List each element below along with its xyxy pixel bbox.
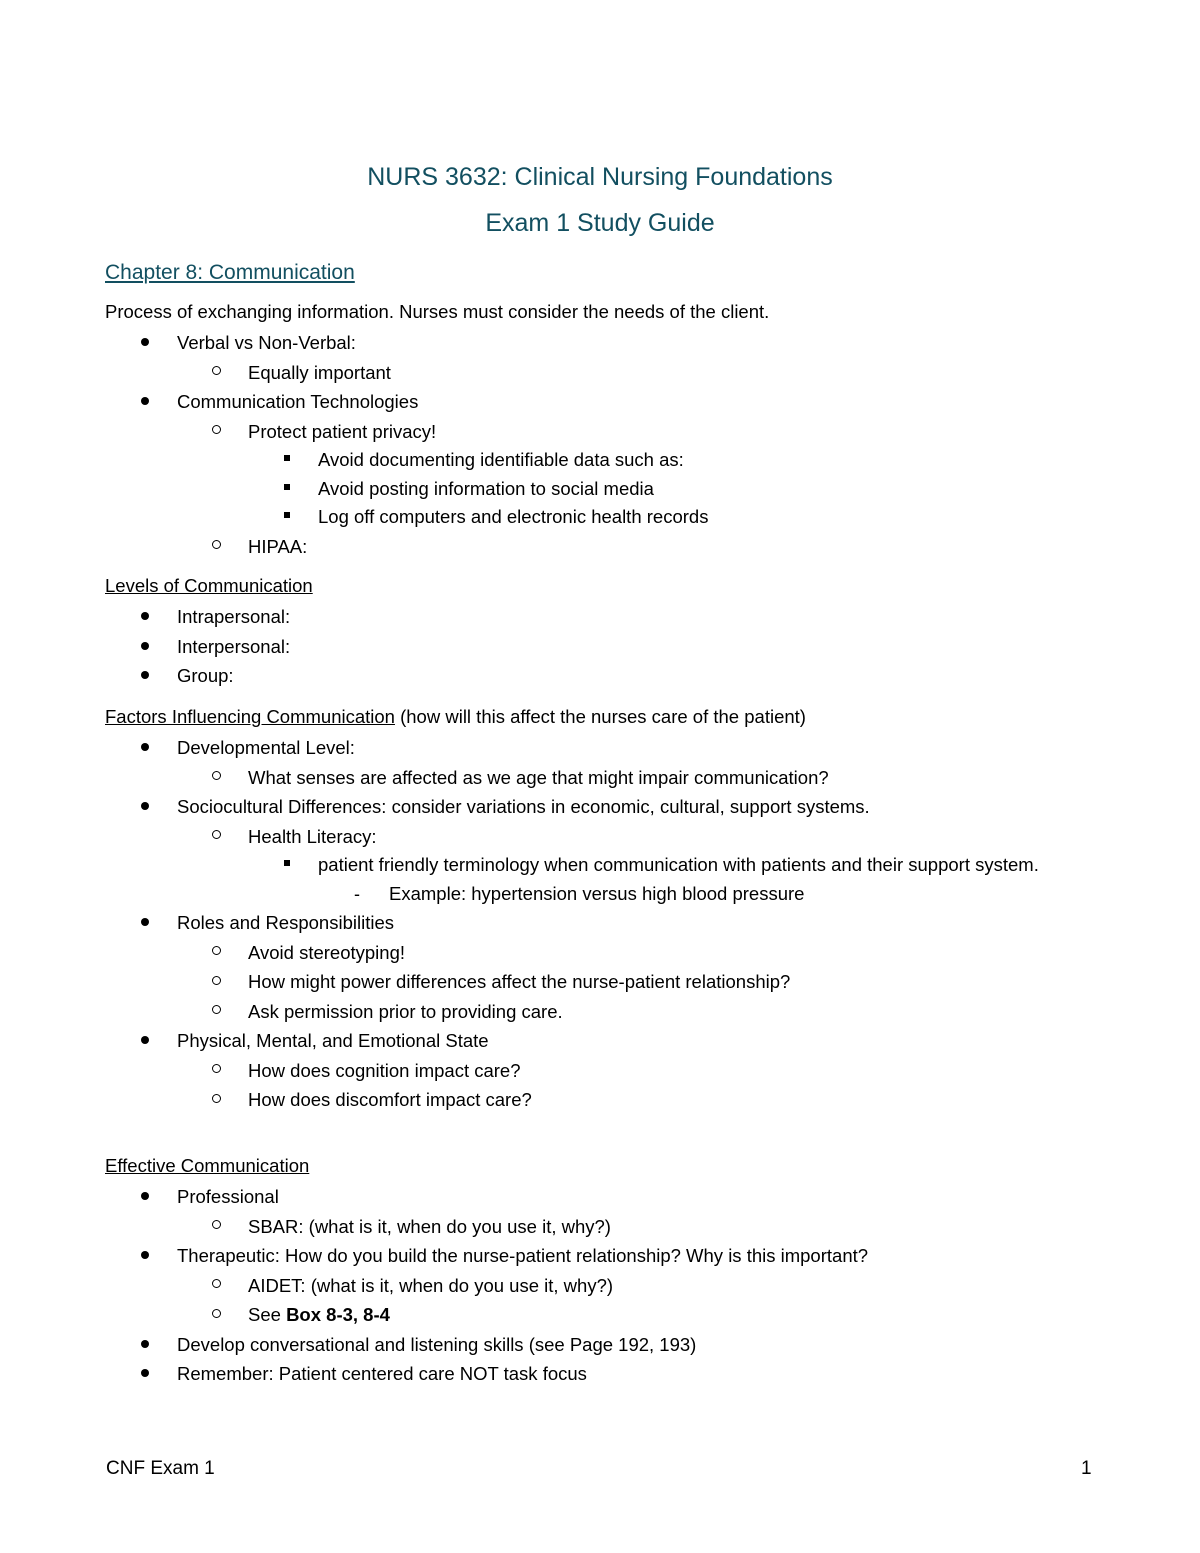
bullet-icon	[141, 1251, 149, 1259]
list-item-text: Verbal vs Non-Verbal:	[177, 332, 356, 353]
list-item-text: How does discomfort impact care?	[248, 1089, 532, 1110]
list-item-text: Intrapersonal:	[177, 606, 291, 627]
circle-bullet-icon	[212, 1279, 221, 1288]
circle-bullet-icon	[212, 1064, 221, 1073]
list-item	[0, 1212, 1200, 1242]
list-item-text: Log off computers and electronic health records	[318, 506, 709, 527]
list-item	[0, 851, 1200, 880]
circle-bullet-icon	[212, 771, 221, 780]
list-item	[0, 1300, 1200, 1330]
list-item	[0, 1330, 1200, 1360]
bullet-icon	[141, 671, 149, 679]
list-item	[0, 822, 1200, 852]
list-item-text: SBAR: (what is it, when do you use it, why?)	[248, 1215, 611, 1237]
list-item	[0, 908, 1200, 938]
list-item-text: Develop conversational and listening skills (see Page 192, 193)	[177, 1333, 697, 1355]
bullet-icon	[141, 1340, 149, 1348]
list-item	[0, 997, 1200, 1027]
section-heading-text: Factors Influencing Communication	[105, 706, 395, 727]
document-subtitle: Exam 1 Study Guide	[485, 209, 715, 237]
list-item	[0, 1182, 1200, 1212]
box-reference: Box 8-3, 8-4	[286, 1304, 390, 1325]
bullet-icon	[141, 918, 149, 926]
list-item-text: Interpersonal:	[177, 635, 291, 657]
footer-label: CNF Exam 1	[106, 1458, 215, 1479]
list-item	[0, 632, 1200, 662]
list-item	[0, 532, 1200, 562]
circle-bullet-icon	[212, 1094, 221, 1103]
circle-bullet-icon	[212, 1309, 221, 1318]
list-item	[0, 938, 1200, 968]
square-bullet-icon	[284, 484, 290, 490]
list-item-text: Health Literacy:	[248, 825, 377, 847]
document-title: NURS 3632: Clinical Nursing Foundations	[367, 163, 833, 191]
section-heading-factors	[105, 705, 806, 729]
list-item-text: Remember: Patient centered care NOT task focus	[177, 1363, 587, 1384]
levels-list	[0, 602, 1200, 691]
factors-list	[0, 733, 1200, 1115]
list-item	[0, 1085, 1200, 1115]
communication-list	[0, 328, 1200, 561]
list-item-text: Communication Technologies	[177, 391, 419, 412]
list-item	[0, 733, 1200, 763]
dash-bullet-icon: -	[354, 883, 360, 904]
bullet-icon	[141, 1036, 149, 1044]
square-bullet-icon	[284, 860, 290, 866]
list-item	[0, 1056, 1200, 1086]
list-item-text: AIDET: (what is it, when do you use it, why?)	[248, 1274, 614, 1296]
circle-bullet-icon	[212, 1005, 221, 1014]
list-item	[0, 661, 1200, 691]
list-item-text: HIPAA:	[248, 535, 308, 557]
list-item-text: Roles and Responsibilities	[177, 912, 394, 933]
chapter-heading: Chapter 8: Communication	[105, 261, 355, 284]
list-item	[0, 358, 1200, 388]
section-heading-text: Levels of Communication	[105, 575, 313, 596]
section-heading-effective	[105, 1154, 309, 1178]
list-item-text: Ask permission prior to providing care.	[248, 1000, 563, 1022]
list-item-text: Example: hypertension versus high blood pressure	[389, 882, 805, 904]
page-number: 1	[1081, 1458, 1092, 1479]
list-item	[0, 1359, 1200, 1389]
list-item-text: Avoid documenting identifiable data such as:	[318, 449, 684, 470]
list-item-text: patient friendly terminology when communication with patients and their support system.	[318, 854, 1039, 875]
bullet-icon	[141, 338, 149, 346]
square-bullet-icon	[284, 512, 290, 518]
list-item-text: Protect patient privacy!	[248, 420, 437, 442]
list-item-text: Equally important	[248, 361, 391, 383]
list-item-text: Sociocultural Differences: consider variations in economic, cultural, support systems.	[177, 796, 870, 817]
circle-bullet-icon	[212, 830, 221, 839]
list-item	[0, 446, 1200, 475]
list-item-text: See	[248, 1304, 287, 1325]
list-item-text: Professional	[177, 1186, 279, 1207]
list-item	[0, 417, 1200, 447]
circle-bullet-icon	[212, 946, 221, 955]
bullet-icon	[141, 802, 149, 810]
circle-bullet-icon	[212, 976, 221, 985]
bullet-icon	[141, 642, 149, 650]
list-item	[0, 1241, 1200, 1271]
list-item	[0, 475, 1200, 504]
section-heading-text: Effective Communication	[105, 1155, 310, 1176]
list-item	[0, 1271, 1200, 1301]
section-heading-note: (how will this affect the nurses care of the patient)	[394, 706, 806, 727]
list-item	[0, 1026, 1200, 1056]
list-item	[0, 763, 1200, 793]
bullet-icon	[141, 1369, 149, 1377]
list-item-text: Group:	[177, 665, 234, 686]
list-item-text: Avoid posting information to social media	[318, 477, 654, 499]
list-item	[0, 792, 1200, 822]
list-item-text: Avoid stereotyping!	[248, 941, 406, 963]
circle-bullet-icon	[212, 1220, 221, 1229]
list-item	[0, 387, 1200, 417]
chapter-intro: Process of exchanging information. Nurses must consider the needs of the client.	[105, 301, 770, 322]
list-item-text: Therapeutic: How do you build the nurse-patient relationship? Why is this important?	[177, 1245, 869, 1266]
list-item-text: Developmental Level:	[177, 737, 355, 758]
list-item	[0, 328, 1200, 358]
bullet-icon	[141, 1192, 149, 1200]
list-item-text: How does cognition impact care?	[248, 1059, 521, 1081]
bullet-icon	[141, 743, 149, 751]
list-item-text: Physical, Mental, and Emotional State	[177, 1030, 489, 1051]
circle-bullet-icon	[212, 425, 221, 434]
square-bullet-icon	[284, 455, 290, 461]
list-item	[0, 880, 1200, 909]
list-item-text: What senses are affected as we age that might impair communication?	[248, 766, 829, 788]
bullet-icon	[141, 397, 149, 405]
section-heading-levels	[105, 574, 313, 598]
circle-bullet-icon	[212, 540, 221, 549]
list-item	[0, 503, 1200, 532]
effective-list	[0, 1182, 1200, 1389]
list-item-text: How might power differences affect the nurse-patient relationship?	[248, 971, 791, 992]
list-item	[0, 602, 1200, 632]
bullet-icon	[141, 612, 149, 620]
circle-bullet-icon	[212, 366, 221, 375]
list-item	[0, 967, 1200, 997]
